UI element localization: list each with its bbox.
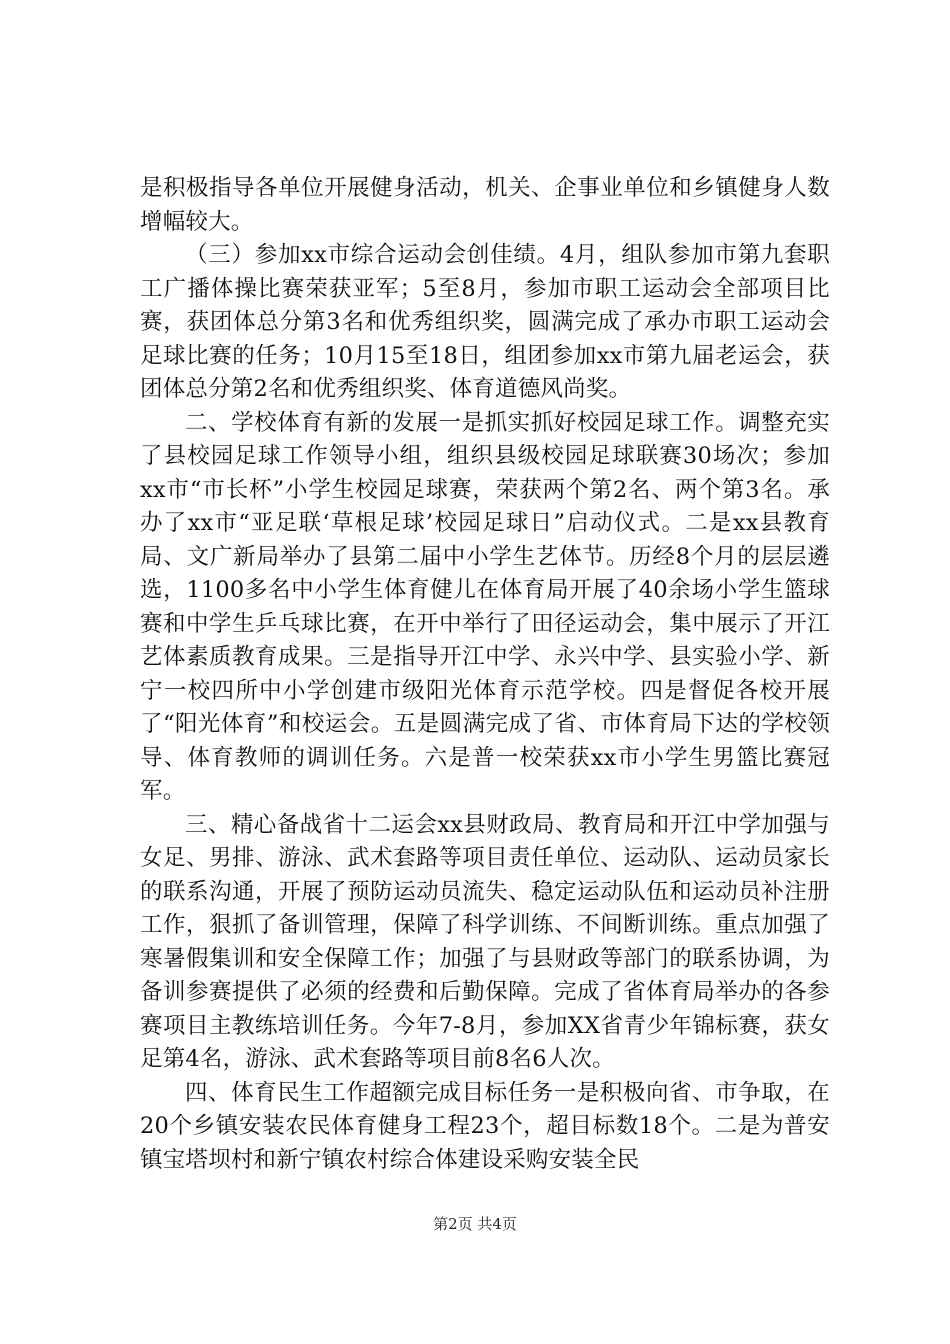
paragraph-provincial-games: 三、精心备战省十二运会xx县财政局、教育局和开江中学加强与女足、男排、游泳、武术套路等项目责任单位、运动队、运动员家长的联系沟通，开展了预防运动员流失、稳定运动队伍和运动员补注册工作，狠抓了备训管理，保障了科学训练、不间断训练。重点加强了寒暑假集训和安全保障工作；加强了与县财政等部门的联系协调，为备训参赛提供了必须的经费和后勤保障。完成了省体育局举办的各参赛项目主教练培训任务。今年7-8月，参加XX省青少年锦标赛，获女足第4名，游泳、武术套路等项目前8名6人次。 [140,811,830,1072]
paragraph-school-sports: 二、学校体育有新的发展一是抓实抓好校园足球工作。调整充实了县校园足球工作领导小组，组织县级校园足球联赛30场次；参加xx市“市长杯”小学生校园足球赛，荣获两个第2名、两个第3名。承办了xx市“亚足联‘草根足球’校园足球日”启动仪式。二是xx县教育局、文广新局举办了县第二届中小学生艺体节。历经8个月的层层遴选，1100多名中小学生体育健儿在体育局开展了40余场小学生篮球赛和中学生乒乓球比赛，在开中举行了田径运动会，集中展示了开江艺体素质教育成果。三是指导开江中学、永兴中学、县实验小学、新宁一校四所中小学创建市级阳光体育示范学校。四是督促各校开展了“阳光体育”和校运会。五是圆满完成了省、市体育局下达的学校领导、体育教师的调训任务。六是普一校荣获xx市小学生男篮比赛冠军。 [140,409,830,804]
page-number-footer: 第2页 共4页 [433,1215,517,1233]
paragraph-livelihood: 四、体育民生工作超额完成目标任务一是积极向省、市争取，在20个乡镇安装农民体育健身工程23个，超目标数18个。二是为普安镇宝塔坝村和新宁镇农村综合体建设采购安装全民 [140,1079,830,1173]
paragraph-section-3: （三）参加xx市综合运动会创佳绩。4月，组队参加市第九套职工广播体操比赛荣获亚军；5至8月，参加市职工运动会全部项目比赛，获团体总分第3名和优秀组织奖，圆满完成了承办市职工运动会足球比赛的任务；10月15至18日，组团参加xx市第九届老运会，获团体总分第2名和优秀组织奖、体育道德风尚奖。 [140,242,830,402]
document-body [140,172,830,1177]
paragraph-continuation: 是积极指导各单位开展健身活动，机关、企事业单位和乡镇健身人数增幅较大。 [140,175,830,235]
